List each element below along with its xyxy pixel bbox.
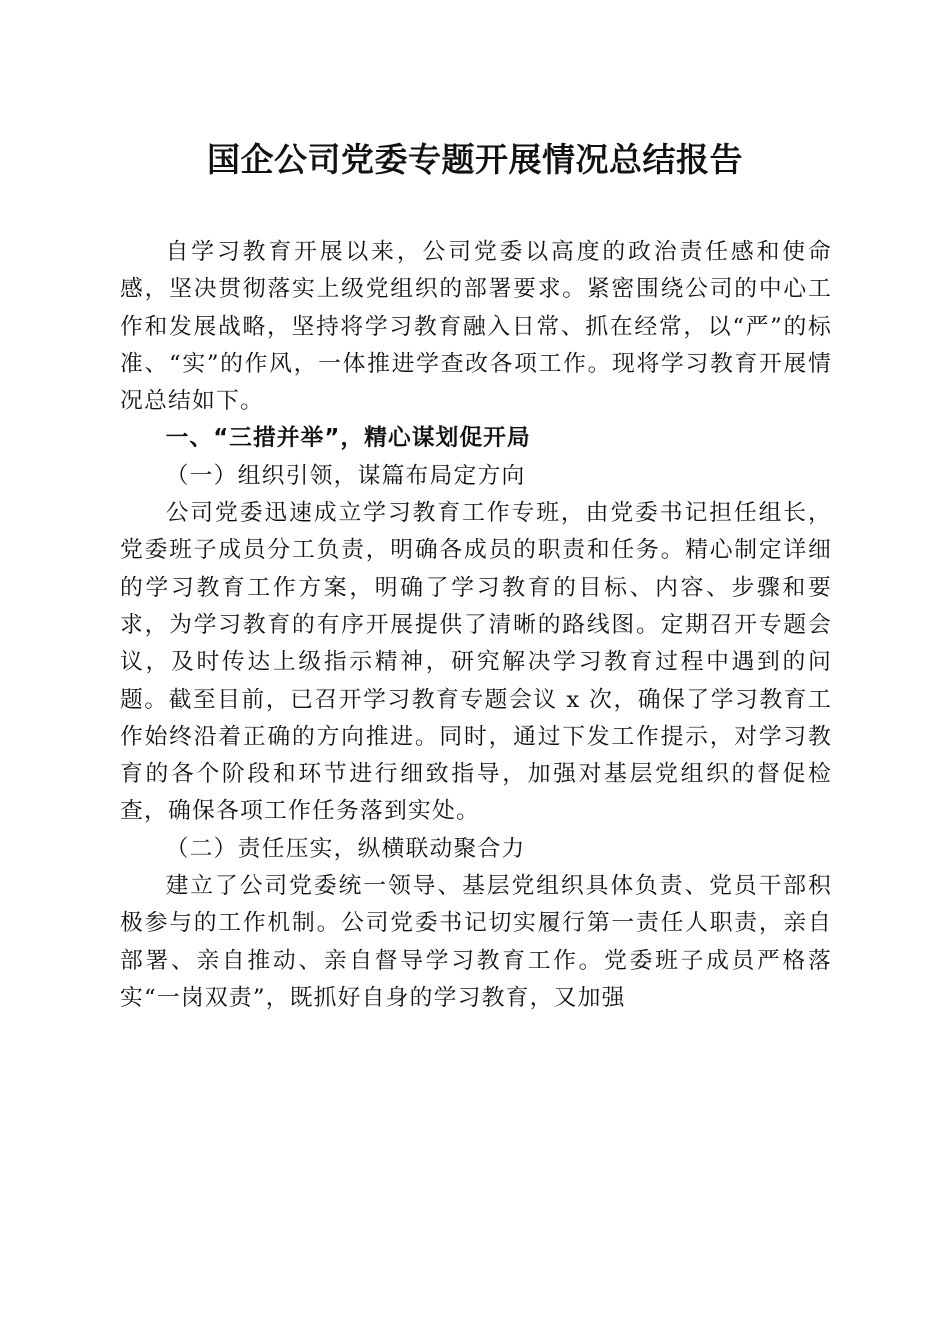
subsection-2-heading: （二）责任压实，纵横联动聚合力 (165, 835, 526, 862)
document-title: 国企公司党委专题开展情况总结报告 (207, 140, 743, 179)
subsection-1-paragraph: 公司党委迅速成立学习教育工作专班，由党委书记担任组长，党委班子成员分工负责，明确各成员的职责和任务。精心制定详细的学习教育工作方案，明确了学习教育的目标、内容、步骤和要求，为学习教育的有序开展提供了清晰的路线图。定期召开专题会议，及时传达上级指示精神，研究解决学习教育过程中遇到的问题。截至目前，已召开学习教育专题会议 x 次，确保了学习教育工作始终沿着正确的方向推进。同时，通过下发工作提示，对学习教育的各个阶段和环节进行细致指导，加强对基层党组织的督促检查，确保各项工作任务落到实处。 (120, 500, 832, 825)
subsection-2-paragraph: 建立了公司党委统一领导、基层党组织具体负责、党员干部积极参与的工作机制。公司党委书记切实履行第一责任人职责，亲自部署、亲自推动、亲自督导学习教育工作。党委班子成员严格落实“一岗双责”，既抓好自身的学习教育，又加强 (120, 873, 832, 1011)
document-body (120, 234, 832, 1017)
section-1-heading: 一、“三措并举”，精心谋划促开局 (165, 425, 531, 452)
intro-paragraph: 自学习教育开展以来，公司党委以高度的政治责任感和使命感，坚决贯彻落实上级党组织的部署要求。紧密围绕公司的中心工作和发展战略，坚持将学习教育融入日常、抓在经常，以“严”的标准、“实”的作风，一体推进学查改各项工作。现将学习教育开展情况总结如下。 (120, 239, 832, 415)
subsection-1-heading: （一）组织引领，谋篇布局定方向 (165, 462, 526, 489)
